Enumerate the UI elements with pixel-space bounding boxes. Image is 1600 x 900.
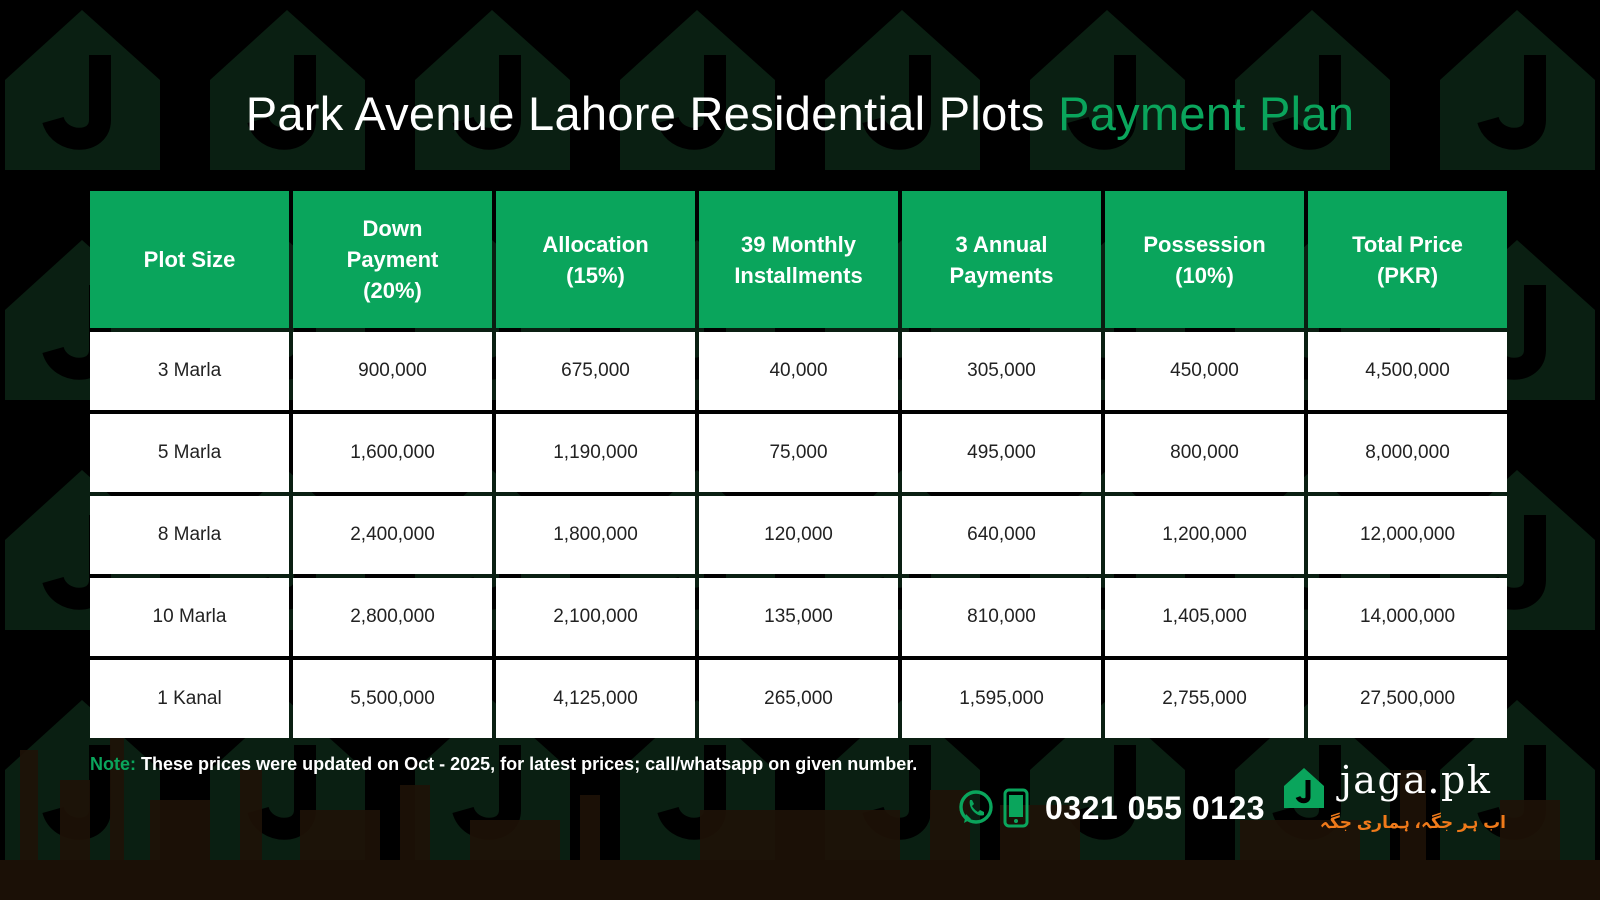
table-cell: 4,500,000 — [1308, 332, 1507, 410]
whatsapp-icon[interactable] — [955, 788, 995, 828]
brand-tagline: اب ہر جگہ، ہماری جگہ — [1319, 813, 1506, 832]
column-header: Allocation (15%) — [496, 191, 695, 328]
plot-size-cell: 1 Kanal — [90, 660, 289, 738]
table-cell: 810,000 — [902, 578, 1101, 656]
table-cell: 14,000,000 — [1308, 578, 1507, 656]
table-cell: 1,595,000 — [902, 660, 1101, 738]
table-cell: 5,500,000 — [293, 660, 492, 738]
payment-plan-table — [90, 191, 1507, 738]
table-cell: 135,000 — [699, 578, 898, 656]
column-header: 39 Monthly Installments — [699, 191, 898, 328]
column-header: Plot Size — [90, 191, 289, 328]
column-header: Total Price (PKR) — [1308, 191, 1507, 328]
plot-size-cell: 10 Marla — [90, 578, 289, 656]
table-cell: 800,000 — [1105, 414, 1304, 492]
table-cell: 2,100,000 — [496, 578, 695, 656]
brand-logo[interactable] — [1278, 758, 1528, 838]
table-cell: 2,800,000 — [293, 578, 492, 656]
table-cell: 640,000 — [902, 496, 1101, 574]
table-cell: 1,405,000 — [1105, 578, 1304, 656]
table-cell: 305,000 — [902, 332, 1101, 410]
table-cell: 40,000 — [699, 332, 898, 410]
table-cell: 75,000 — [699, 414, 898, 492]
plot-size-cell: 3 Marla — [90, 332, 289, 410]
brand-name: jaga.pk — [1340, 758, 1492, 802]
table-cell: 900,000 — [293, 332, 492, 410]
page-title — [0, 86, 1600, 141]
note-label: Note: — [90, 754, 136, 774]
table-cell: 27,500,000 — [1308, 660, 1507, 738]
table-cell: 120,000 — [699, 496, 898, 574]
note-text: These prices were updated on Oct - 2025, for latest prices; call/whatsapp on given number. — [141, 754, 918, 774]
column-header: Down Payment (20%) — [293, 191, 492, 328]
title-main: Park Avenue Lahore Residential Plots — [245, 87, 1045, 140]
table-cell: 2,755,000 — [1105, 660, 1304, 738]
plot-size-cell: 8 Marla — [90, 496, 289, 574]
phone-number[interactable]: 0321 055 0123 — [1045, 789, 1266, 826]
contact-info — [955, 786, 1265, 830]
plot-size-cell: 5 Marla — [90, 414, 289, 492]
table-cell: 450,000 — [1105, 332, 1304, 410]
table-cell: 4,125,000 — [496, 660, 695, 738]
table-cell: 675,000 — [496, 332, 695, 410]
table-cell: 495,000 — [902, 414, 1101, 492]
table-cell: 8,000,000 — [1308, 414, 1507, 492]
table-cell: 1,600,000 — [293, 414, 492, 492]
table-cell: 1,190,000 — [496, 414, 695, 492]
table-cell: 12,000,000 — [1308, 496, 1507, 574]
table-cell: 1,200,000 — [1105, 496, 1304, 574]
house-j-logo — [1280, 764, 1328, 812]
column-header: Possession (10%) — [1105, 191, 1304, 328]
column-header: 3 Annual Payments — [902, 191, 1101, 328]
table-cell: 265,000 — [699, 660, 898, 738]
table-cell: 2,400,000 — [293, 496, 492, 574]
mobile-phone-icon[interactable] — [1003, 788, 1029, 828]
title-accent: Payment Plan — [1058, 87, 1355, 140]
price-note — [90, 754, 917, 775]
table-cell: 1,800,000 — [496, 496, 695, 574]
